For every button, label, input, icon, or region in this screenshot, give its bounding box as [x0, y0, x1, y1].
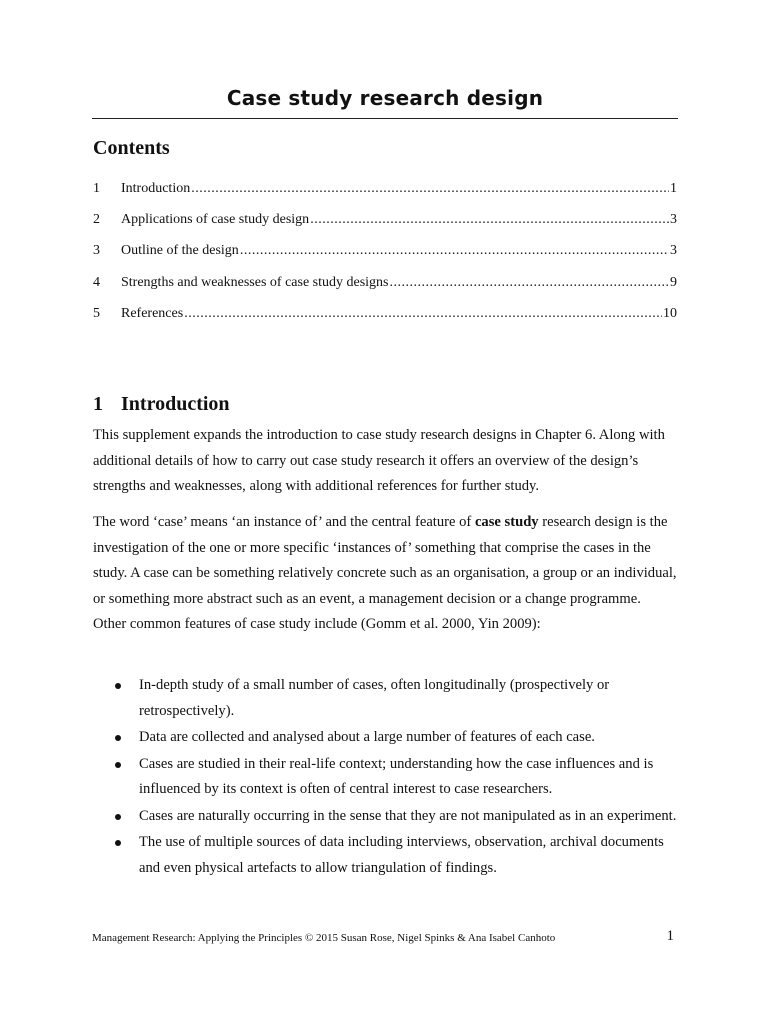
- toc-entry-number: 3: [93, 243, 100, 259]
- toc-entry-page: 9: [670, 274, 677, 290]
- toc-entry-number: 5: [93, 305, 100, 321]
- toc-leader-dots: [191, 181, 669, 197]
- toc-entry-title: Outline of the design: [121, 243, 239, 259]
- bullet-icon: [115, 814, 121, 820]
- paragraph-text: research design is the investigation of the one or more specific ‘instances of’ something that comprise the cases in the study. A case can be something relatively concrete such as an organisation, a group or an individual, or something more abstract such as an event, a management decision or a change programme. Other common features of case study include (Gomm et al. 2000, Yin 2009):: [93, 514, 677, 632]
- toc-entry-title: Introduction: [121, 181, 191, 196]
- paragraph-text: The word ‘case’ means ‘an instance of’ and the central feature of: [93, 514, 475, 530]
- title-underline: [92, 118, 678, 119]
- toc-entry-page: 10: [663, 305, 677, 321]
- list-item-text: Cases are studied in their real-life context; understanding how the case influences and is influenced by its context is often of central interest to case researchers.: [139, 755, 654, 797]
- toc-leader-dots: [240, 243, 669, 259]
- section-title: Introduction: [121, 393, 230, 415]
- paragraph: [93, 510, 677, 638]
- toc-leader-dots: [390, 275, 669, 291]
- toc-leader-dots: [184, 306, 662, 322]
- section-heading-introduction: [93, 393, 230, 416]
- toc-entry-applications[interactable]: [93, 212, 677, 243]
- list-item-text: The use of multiple sources of data including interviews, observation, archival documents and even physical artefacts to allow triangulation of findings.: [139, 834, 664, 876]
- toc-entry-page: 3: [670, 212, 677, 228]
- table-of-contents: [93, 181, 677, 337]
- contents-heading: Contents: [93, 137, 170, 159]
- toc-entry-strengths[interactable]: [93, 275, 677, 306]
- bullet-icon: [115, 683, 121, 689]
- page-number: 1: [666, 928, 674, 944]
- toc-entry-page: 3: [670, 243, 677, 259]
- bullet-icon: [115, 840, 121, 846]
- list-item: [93, 673, 677, 724]
- feature-bullet-list: [93, 673, 677, 882]
- list-item-text: Cases are naturally occurring in the sense that they are not manipulated as in an experiment.: [139, 807, 677, 824]
- toc-entry-number: 4: [93, 274, 100, 290]
- list-item: [93, 804, 677, 830]
- paragraph: This supplement expands the introduction to case study research designs in Chapter 6. Along with additional details of how to carry out case study research it offers an overview of the design’s strengths and weaknesses, along with additional references for further study.: [93, 427, 665, 494]
- toc-entry-page: 1: [670, 181, 677, 196]
- toc-entry-title: Strengths and weaknesses of case study designs: [121, 274, 389, 290]
- toc-entry-number: 1: [93, 181, 100, 196]
- list-item-text: Data are collected and analysed about a large number of features of each case.: [139, 729, 595, 745]
- list-item-text: In-depth study of a small number of cases, often longitudinally (prospectively or retrospectively).: [139, 677, 610, 719]
- list-item: [93, 752, 677, 803]
- list-item: [93, 725, 677, 751]
- toc-entry-introduction[interactable]: [93, 181, 677, 212]
- bold-term: case study: [474, 514, 539, 530]
- document-title: Case study research design: [226, 86, 544, 110]
- page-footer: Management Research: Applying the Principles © 2015 Susan Rose, Nigel Spinks & Ana Isabel Canhoto: [92, 932, 556, 944]
- list-item: [93, 830, 677, 881]
- bullet-icon: [115, 762, 121, 768]
- section-number: 1: [93, 393, 103, 415]
- toc-entry-title: References: [121, 305, 184, 321]
- bullet-icon: [115, 735, 121, 741]
- toc-entry-title: Applications of case study design: [121, 212, 310, 228]
- toc-entry-references[interactable]: [93, 306, 677, 337]
- toc-entry-outline[interactable]: [93, 243, 677, 274]
- toc-leader-dots: [310, 212, 669, 228]
- toc-entry-number: 2: [93, 212, 100, 228]
